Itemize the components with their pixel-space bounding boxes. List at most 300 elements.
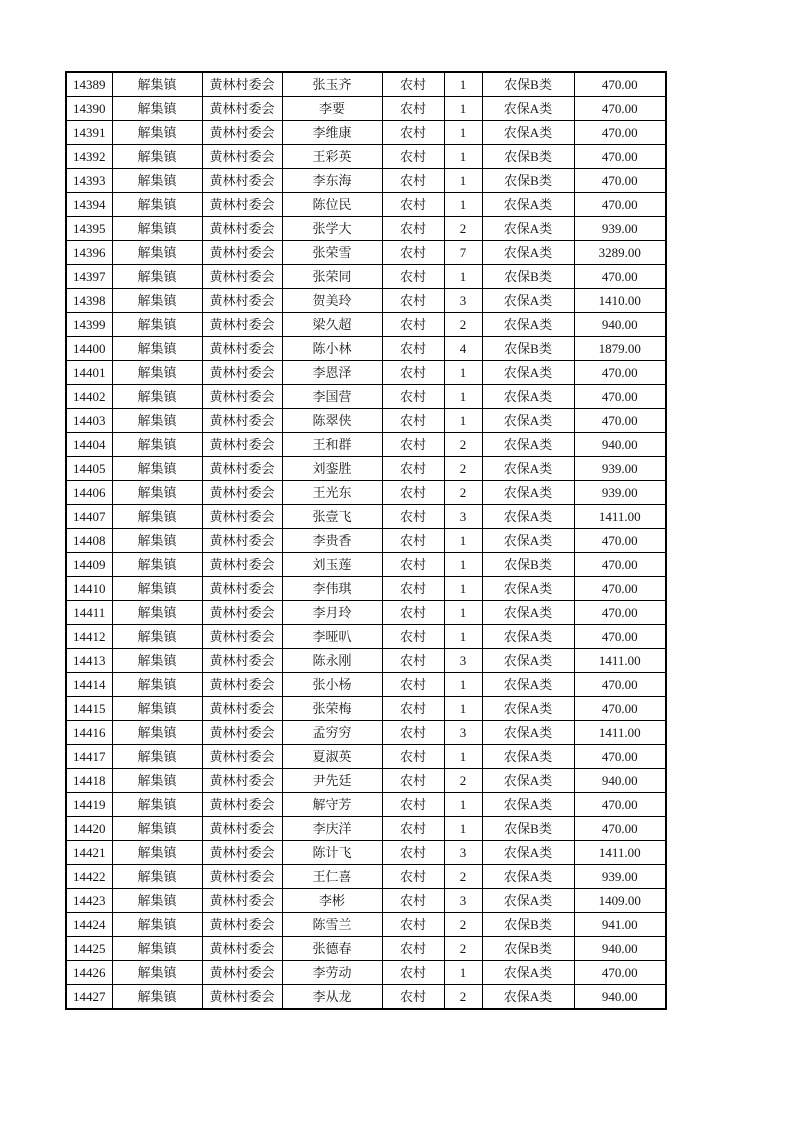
cell-town: 解集镇 (112, 385, 202, 409)
cell-insurance_category: 农保A类 (482, 457, 574, 481)
cell-insurance_category: 农保A类 (482, 673, 574, 697)
cell-residence_type: 农村 (382, 961, 444, 985)
table-row (66, 457, 666, 481)
table-row (66, 889, 666, 913)
cell-village_committee: 黄林村委会 (202, 865, 282, 889)
cell-person_count: 1 (444, 97, 482, 121)
table-row (66, 433, 666, 457)
cell-residence_type: 农村 (382, 649, 444, 673)
cell-name: 孟穷穷 (282, 721, 382, 745)
table-row (66, 649, 666, 673)
cell-serial_number: 14416 (66, 721, 112, 745)
cell-town: 解集镇 (112, 337, 202, 361)
cell-town: 解集镇 (112, 481, 202, 505)
cell-insurance_category: 农保B类 (482, 145, 574, 169)
cell-village_committee: 黄林村委会 (202, 385, 282, 409)
cell-name: 李从龙 (282, 985, 382, 1010)
cell-amount: 939.00 (574, 217, 666, 241)
cell-town: 解集镇 (112, 361, 202, 385)
cell-town: 解集镇 (112, 433, 202, 457)
cell-village_committee: 黄林村委会 (202, 841, 282, 865)
cell-name: 李劳动 (282, 961, 382, 985)
cell-insurance_category: 农保A类 (482, 217, 574, 241)
cell-name: 尹先廷 (282, 769, 382, 793)
cell-village_committee: 黄林村委会 (202, 601, 282, 625)
cell-person_count: 2 (444, 313, 482, 337)
cell-insurance_category: 农保A类 (482, 433, 574, 457)
roster-table-body (66, 72, 666, 1009)
cell-name: 梁久超 (282, 313, 382, 337)
cell-name: 刘銮胜 (282, 457, 382, 481)
cell-serial_number: 14426 (66, 961, 112, 985)
table-row (66, 673, 666, 697)
cell-serial_number: 14396 (66, 241, 112, 265)
cell-serial_number: 14410 (66, 577, 112, 601)
table-row (66, 97, 666, 121)
cell-insurance_category: 农保A类 (482, 385, 574, 409)
table-row (66, 697, 666, 721)
cell-residence_type: 农村 (382, 841, 444, 865)
table-row (66, 169, 666, 193)
cell-person_count: 1 (444, 745, 482, 769)
cell-amount: 470.00 (574, 265, 666, 289)
cell-town: 解集镇 (112, 217, 202, 241)
cell-village_committee: 黄林村委会 (202, 241, 282, 265)
table-row (66, 913, 666, 937)
cell-village_committee: 黄林村委会 (202, 625, 282, 649)
table-row (66, 409, 666, 433)
cell-amount: 470.00 (574, 793, 666, 817)
cell-serial_number: 14408 (66, 529, 112, 553)
cell-town: 解集镇 (112, 625, 202, 649)
cell-amount: 470.00 (574, 361, 666, 385)
cell-residence_type: 农村 (382, 265, 444, 289)
table-row (66, 745, 666, 769)
cell-residence_type: 农村 (382, 937, 444, 961)
cell-person_count: 2 (444, 769, 482, 793)
cell-person_count: 1 (444, 72, 482, 97)
cell-name: 陈永刚 (282, 649, 382, 673)
cell-insurance_category: 农保A类 (482, 865, 574, 889)
cell-serial_number: 14420 (66, 817, 112, 841)
cell-residence_type: 农村 (382, 889, 444, 913)
cell-serial_number: 14418 (66, 769, 112, 793)
cell-name: 李东海 (282, 169, 382, 193)
cell-name: 李月玲 (282, 601, 382, 625)
cell-insurance_category: 农保B类 (482, 913, 574, 937)
cell-insurance_category: 农保A类 (482, 745, 574, 769)
cell-name: 李庆洋 (282, 817, 382, 841)
cell-town: 解集镇 (112, 721, 202, 745)
cell-amount: 939.00 (574, 457, 666, 481)
cell-village_committee: 黄林村委会 (202, 913, 282, 937)
cell-amount: 470.00 (574, 385, 666, 409)
cell-name: 李彬 (282, 889, 382, 913)
cell-residence_type: 农村 (382, 625, 444, 649)
cell-amount: 939.00 (574, 481, 666, 505)
cell-serial_number: 14412 (66, 625, 112, 649)
cell-serial_number: 14391 (66, 121, 112, 145)
cell-person_count: 1 (444, 793, 482, 817)
cell-amount: 470.00 (574, 625, 666, 649)
cell-village_committee: 黄林村委会 (202, 529, 282, 553)
cell-residence_type: 农村 (382, 72, 444, 97)
cell-amount: 470.00 (574, 169, 666, 193)
cell-person_count: 2 (444, 433, 482, 457)
cell-serial_number: 14389 (66, 72, 112, 97)
cell-town: 解集镇 (112, 289, 202, 313)
cell-town: 解集镇 (112, 985, 202, 1010)
cell-person_count: 2 (444, 217, 482, 241)
cell-serial_number: 14400 (66, 337, 112, 361)
cell-person_count: 1 (444, 145, 482, 169)
cell-name: 刘玉莲 (282, 553, 382, 577)
table-row (66, 265, 666, 289)
cell-insurance_category: 农保A类 (482, 697, 574, 721)
cell-residence_type: 农村 (382, 793, 444, 817)
cell-village_committee: 黄林村委会 (202, 985, 282, 1010)
cell-amount: 470.00 (574, 121, 666, 145)
cell-insurance_category: 农保A类 (482, 841, 574, 865)
cell-town: 解集镇 (112, 961, 202, 985)
cell-name: 李伟琪 (282, 577, 382, 601)
cell-name: 王彩英 (282, 145, 382, 169)
cell-serial_number: 14407 (66, 505, 112, 529)
cell-person_count: 1 (444, 265, 482, 289)
table-row (66, 553, 666, 577)
cell-insurance_category: 农保B类 (482, 169, 574, 193)
cell-person_count: 3 (444, 649, 482, 673)
cell-amount: 470.00 (574, 673, 666, 697)
cell-residence_type: 农村 (382, 673, 444, 697)
table-row (66, 241, 666, 265)
cell-person_count: 1 (444, 817, 482, 841)
cell-town: 解集镇 (112, 745, 202, 769)
cell-person_count: 1 (444, 409, 482, 433)
cell-residence_type: 农村 (382, 577, 444, 601)
cell-village_committee: 黄林村委会 (202, 72, 282, 97)
cell-serial_number: 14392 (66, 145, 112, 169)
cell-village_committee: 黄林村委会 (202, 97, 282, 121)
cell-person_count: 1 (444, 625, 482, 649)
cell-village_committee: 黄林村委会 (202, 577, 282, 601)
cell-name: 王和群 (282, 433, 382, 457)
cell-amount: 940.00 (574, 985, 666, 1010)
cell-amount: 940.00 (574, 433, 666, 457)
cell-amount: 1411.00 (574, 721, 666, 745)
cell-residence_type: 农村 (382, 913, 444, 937)
cell-town: 解集镇 (112, 841, 202, 865)
cell-amount: 1411.00 (574, 649, 666, 673)
table-row (66, 193, 666, 217)
cell-town: 解集镇 (112, 769, 202, 793)
cell-insurance_category: 农保A类 (482, 793, 574, 817)
table-row (66, 577, 666, 601)
cell-amount: 1411.00 (574, 841, 666, 865)
table-row (66, 337, 666, 361)
cell-person_count: 3 (444, 841, 482, 865)
cell-serial_number: 14406 (66, 481, 112, 505)
cell-amount: 1409.00 (574, 889, 666, 913)
cell-insurance_category: 农保B类 (482, 72, 574, 97)
cell-residence_type: 农村 (382, 169, 444, 193)
table-row (66, 937, 666, 961)
cell-serial_number: 14414 (66, 673, 112, 697)
cell-village_committee: 黄林村委会 (202, 313, 282, 337)
cell-name: 李维康 (282, 121, 382, 145)
cell-serial_number: 14422 (66, 865, 112, 889)
cell-name: 张荣梅 (282, 697, 382, 721)
table-row (66, 841, 666, 865)
cell-insurance_category: 农保A类 (482, 769, 574, 793)
cell-town: 解集镇 (112, 553, 202, 577)
cell-town: 解集镇 (112, 649, 202, 673)
cell-name: 王仁喜 (282, 865, 382, 889)
cell-town: 解集镇 (112, 673, 202, 697)
cell-person_count: 1 (444, 169, 482, 193)
cell-person_count: 3 (444, 889, 482, 913)
cell-name: 陈小林 (282, 337, 382, 361)
table-row (66, 793, 666, 817)
cell-residence_type: 农村 (382, 217, 444, 241)
cell-insurance_category: 农保A类 (482, 409, 574, 433)
cell-insurance_category: 农保A类 (482, 289, 574, 313)
cell-serial_number: 14393 (66, 169, 112, 193)
cell-name: 陈翠侠 (282, 409, 382, 433)
cell-person_count: 2 (444, 913, 482, 937)
cell-village_committee: 黄林村委会 (202, 457, 282, 481)
cell-village_committee: 黄林村委会 (202, 337, 282, 361)
cell-serial_number: 14404 (66, 433, 112, 457)
table-row (66, 121, 666, 145)
cell-person_count: 1 (444, 553, 482, 577)
cell-serial_number: 14390 (66, 97, 112, 121)
cell-person_count: 2 (444, 865, 482, 889)
cell-amount: 470.00 (574, 601, 666, 625)
cell-town: 解集镇 (112, 457, 202, 481)
table-row (66, 481, 666, 505)
cell-person_count: 1 (444, 601, 482, 625)
cell-name: 李要 (282, 97, 382, 121)
cell-person_count: 1 (444, 121, 482, 145)
table-row (66, 289, 666, 313)
cell-name: 张小杨 (282, 673, 382, 697)
cell-person_count: 7 (444, 241, 482, 265)
cell-insurance_category: 农保B类 (482, 937, 574, 961)
cell-village_committee: 黄林村委会 (202, 289, 282, 313)
cell-village_committee: 黄林村委会 (202, 193, 282, 217)
cell-insurance_category: 农保A类 (482, 985, 574, 1010)
cell-village_committee: 黄林村委会 (202, 961, 282, 985)
table-row (66, 313, 666, 337)
cell-village_committee: 黄林村委会 (202, 169, 282, 193)
cell-residence_type: 农村 (382, 817, 444, 841)
cell-name: 李哑叭 (282, 625, 382, 649)
cell-residence_type: 农村 (382, 97, 444, 121)
cell-person_count: 1 (444, 577, 482, 601)
cell-serial_number: 14417 (66, 745, 112, 769)
cell-town: 解集镇 (112, 937, 202, 961)
cell-village_committee: 黄林村委会 (202, 745, 282, 769)
cell-town: 解集镇 (112, 145, 202, 169)
cell-person_count: 1 (444, 697, 482, 721)
cell-name: 陈雪兰 (282, 913, 382, 937)
cell-residence_type: 农村 (382, 697, 444, 721)
cell-insurance_category: 农保A类 (482, 505, 574, 529)
cell-residence_type: 农村 (382, 337, 444, 361)
cell-person_count: 3 (444, 505, 482, 529)
cell-town: 解集镇 (112, 169, 202, 193)
cell-village_committee: 黄林村委会 (202, 889, 282, 913)
cell-village_committee: 黄林村委会 (202, 769, 282, 793)
cell-village_committee: 黄林村委会 (202, 553, 282, 577)
cell-person_count: 3 (444, 721, 482, 745)
cell-serial_number: 14411 (66, 601, 112, 625)
cell-serial_number: 14398 (66, 289, 112, 313)
cell-insurance_category: 农保A类 (482, 961, 574, 985)
cell-town: 解集镇 (112, 241, 202, 265)
cell-village_committee: 黄林村委会 (202, 481, 282, 505)
table-row (66, 769, 666, 793)
cell-residence_type: 农村 (382, 529, 444, 553)
cell-village_committee: 黄林村委会 (202, 721, 282, 745)
cell-amount: 470.00 (574, 72, 666, 97)
cell-town: 解集镇 (112, 889, 202, 913)
cell-town: 解集镇 (112, 97, 202, 121)
insurance-roster-table (65, 71, 667, 1010)
cell-residence_type: 农村 (382, 769, 444, 793)
cell-insurance_category: 农保A类 (482, 577, 574, 601)
cell-amount: 470.00 (574, 529, 666, 553)
cell-village_committee: 黄林村委会 (202, 697, 282, 721)
cell-town: 解集镇 (112, 409, 202, 433)
cell-amount: 940.00 (574, 937, 666, 961)
cell-person_count: 2 (444, 481, 482, 505)
table-row (66, 625, 666, 649)
cell-village_committee: 黄林村委会 (202, 217, 282, 241)
cell-insurance_category: 农保B类 (482, 265, 574, 289)
cell-serial_number: 14421 (66, 841, 112, 865)
cell-village_committee: 黄林村委会 (202, 817, 282, 841)
cell-name: 张荣同 (282, 265, 382, 289)
table-row (66, 505, 666, 529)
cell-serial_number: 14427 (66, 985, 112, 1010)
cell-insurance_category: 农保B类 (482, 817, 574, 841)
cell-name: 陈位民 (282, 193, 382, 217)
cell-town: 解集镇 (112, 793, 202, 817)
cell-town: 解集镇 (112, 72, 202, 97)
cell-insurance_category: 农保B类 (482, 553, 574, 577)
cell-insurance_category: 农保A类 (482, 529, 574, 553)
cell-person_count: 1 (444, 385, 482, 409)
cell-insurance_category: 农保A类 (482, 649, 574, 673)
cell-amount: 470.00 (574, 97, 666, 121)
cell-town: 解集镇 (112, 505, 202, 529)
cell-residence_type: 农村 (382, 409, 444, 433)
cell-town: 解集镇 (112, 697, 202, 721)
cell-person_count: 2 (444, 985, 482, 1010)
cell-serial_number: 14425 (66, 937, 112, 961)
cell-serial_number: 14423 (66, 889, 112, 913)
table-row (66, 217, 666, 241)
cell-amount: 940.00 (574, 313, 666, 337)
cell-insurance_category: 农保A类 (482, 481, 574, 505)
cell-amount: 470.00 (574, 409, 666, 433)
cell-serial_number: 14402 (66, 385, 112, 409)
cell-residence_type: 农村 (382, 241, 444, 265)
table-row (66, 985, 666, 1010)
table-row (66, 361, 666, 385)
cell-residence_type: 农村 (382, 121, 444, 145)
cell-insurance_category: 农保A类 (482, 313, 574, 337)
cell-amount: 939.00 (574, 865, 666, 889)
cell-residence_type: 农村 (382, 721, 444, 745)
cell-name: 李恩泽 (282, 361, 382, 385)
cell-serial_number: 14399 (66, 313, 112, 337)
cell-town: 解集镇 (112, 913, 202, 937)
cell-person_count: 1 (444, 193, 482, 217)
table-row (66, 721, 666, 745)
table-row (66, 601, 666, 625)
cell-town: 解集镇 (112, 193, 202, 217)
cell-village_committee: 黄林村委会 (202, 649, 282, 673)
cell-serial_number: 14405 (66, 457, 112, 481)
cell-town: 解集镇 (112, 529, 202, 553)
cell-name: 张玉齐 (282, 72, 382, 97)
cell-insurance_category: 农保A类 (482, 889, 574, 913)
cell-serial_number: 14403 (66, 409, 112, 433)
table-row (66, 72, 666, 97)
cell-name: 李国营 (282, 385, 382, 409)
cell-insurance_category: 农保A类 (482, 361, 574, 385)
table-row (66, 817, 666, 841)
cell-village_committee: 黄林村委会 (202, 505, 282, 529)
cell-town: 解集镇 (112, 817, 202, 841)
cell-name: 李贵香 (282, 529, 382, 553)
cell-amount: 470.00 (574, 817, 666, 841)
cell-village_committee: 黄林村委会 (202, 145, 282, 169)
cell-residence_type: 农村 (382, 457, 444, 481)
cell-serial_number: 14415 (66, 697, 112, 721)
cell-residence_type: 农村 (382, 289, 444, 313)
cell-town: 解集镇 (112, 601, 202, 625)
cell-insurance_category: 农保A类 (482, 625, 574, 649)
cell-person_count: 1 (444, 961, 482, 985)
cell-person_count: 1 (444, 673, 482, 697)
cell-insurance_category: 农保A类 (482, 241, 574, 265)
cell-residence_type: 农村 (382, 313, 444, 337)
cell-residence_type: 农村 (382, 193, 444, 217)
table-row (66, 145, 666, 169)
cell-insurance_category: 农保A类 (482, 721, 574, 745)
cell-name: 张学大 (282, 217, 382, 241)
cell-residence_type: 农村 (382, 865, 444, 889)
cell-serial_number: 14419 (66, 793, 112, 817)
cell-residence_type: 农村 (382, 145, 444, 169)
cell-amount: 1879.00 (574, 337, 666, 361)
table-row (66, 529, 666, 553)
cell-name: 王光东 (282, 481, 382, 505)
cell-amount: 1411.00 (574, 505, 666, 529)
cell-village_committee: 黄林村委会 (202, 361, 282, 385)
cell-serial_number: 14409 (66, 553, 112, 577)
cell-town: 解集镇 (112, 265, 202, 289)
cell-person_count: 1 (444, 361, 482, 385)
cell-residence_type: 农村 (382, 385, 444, 409)
cell-village_committee: 黄林村委会 (202, 409, 282, 433)
cell-name: 夏淑英 (282, 745, 382, 769)
table-row (66, 961, 666, 985)
